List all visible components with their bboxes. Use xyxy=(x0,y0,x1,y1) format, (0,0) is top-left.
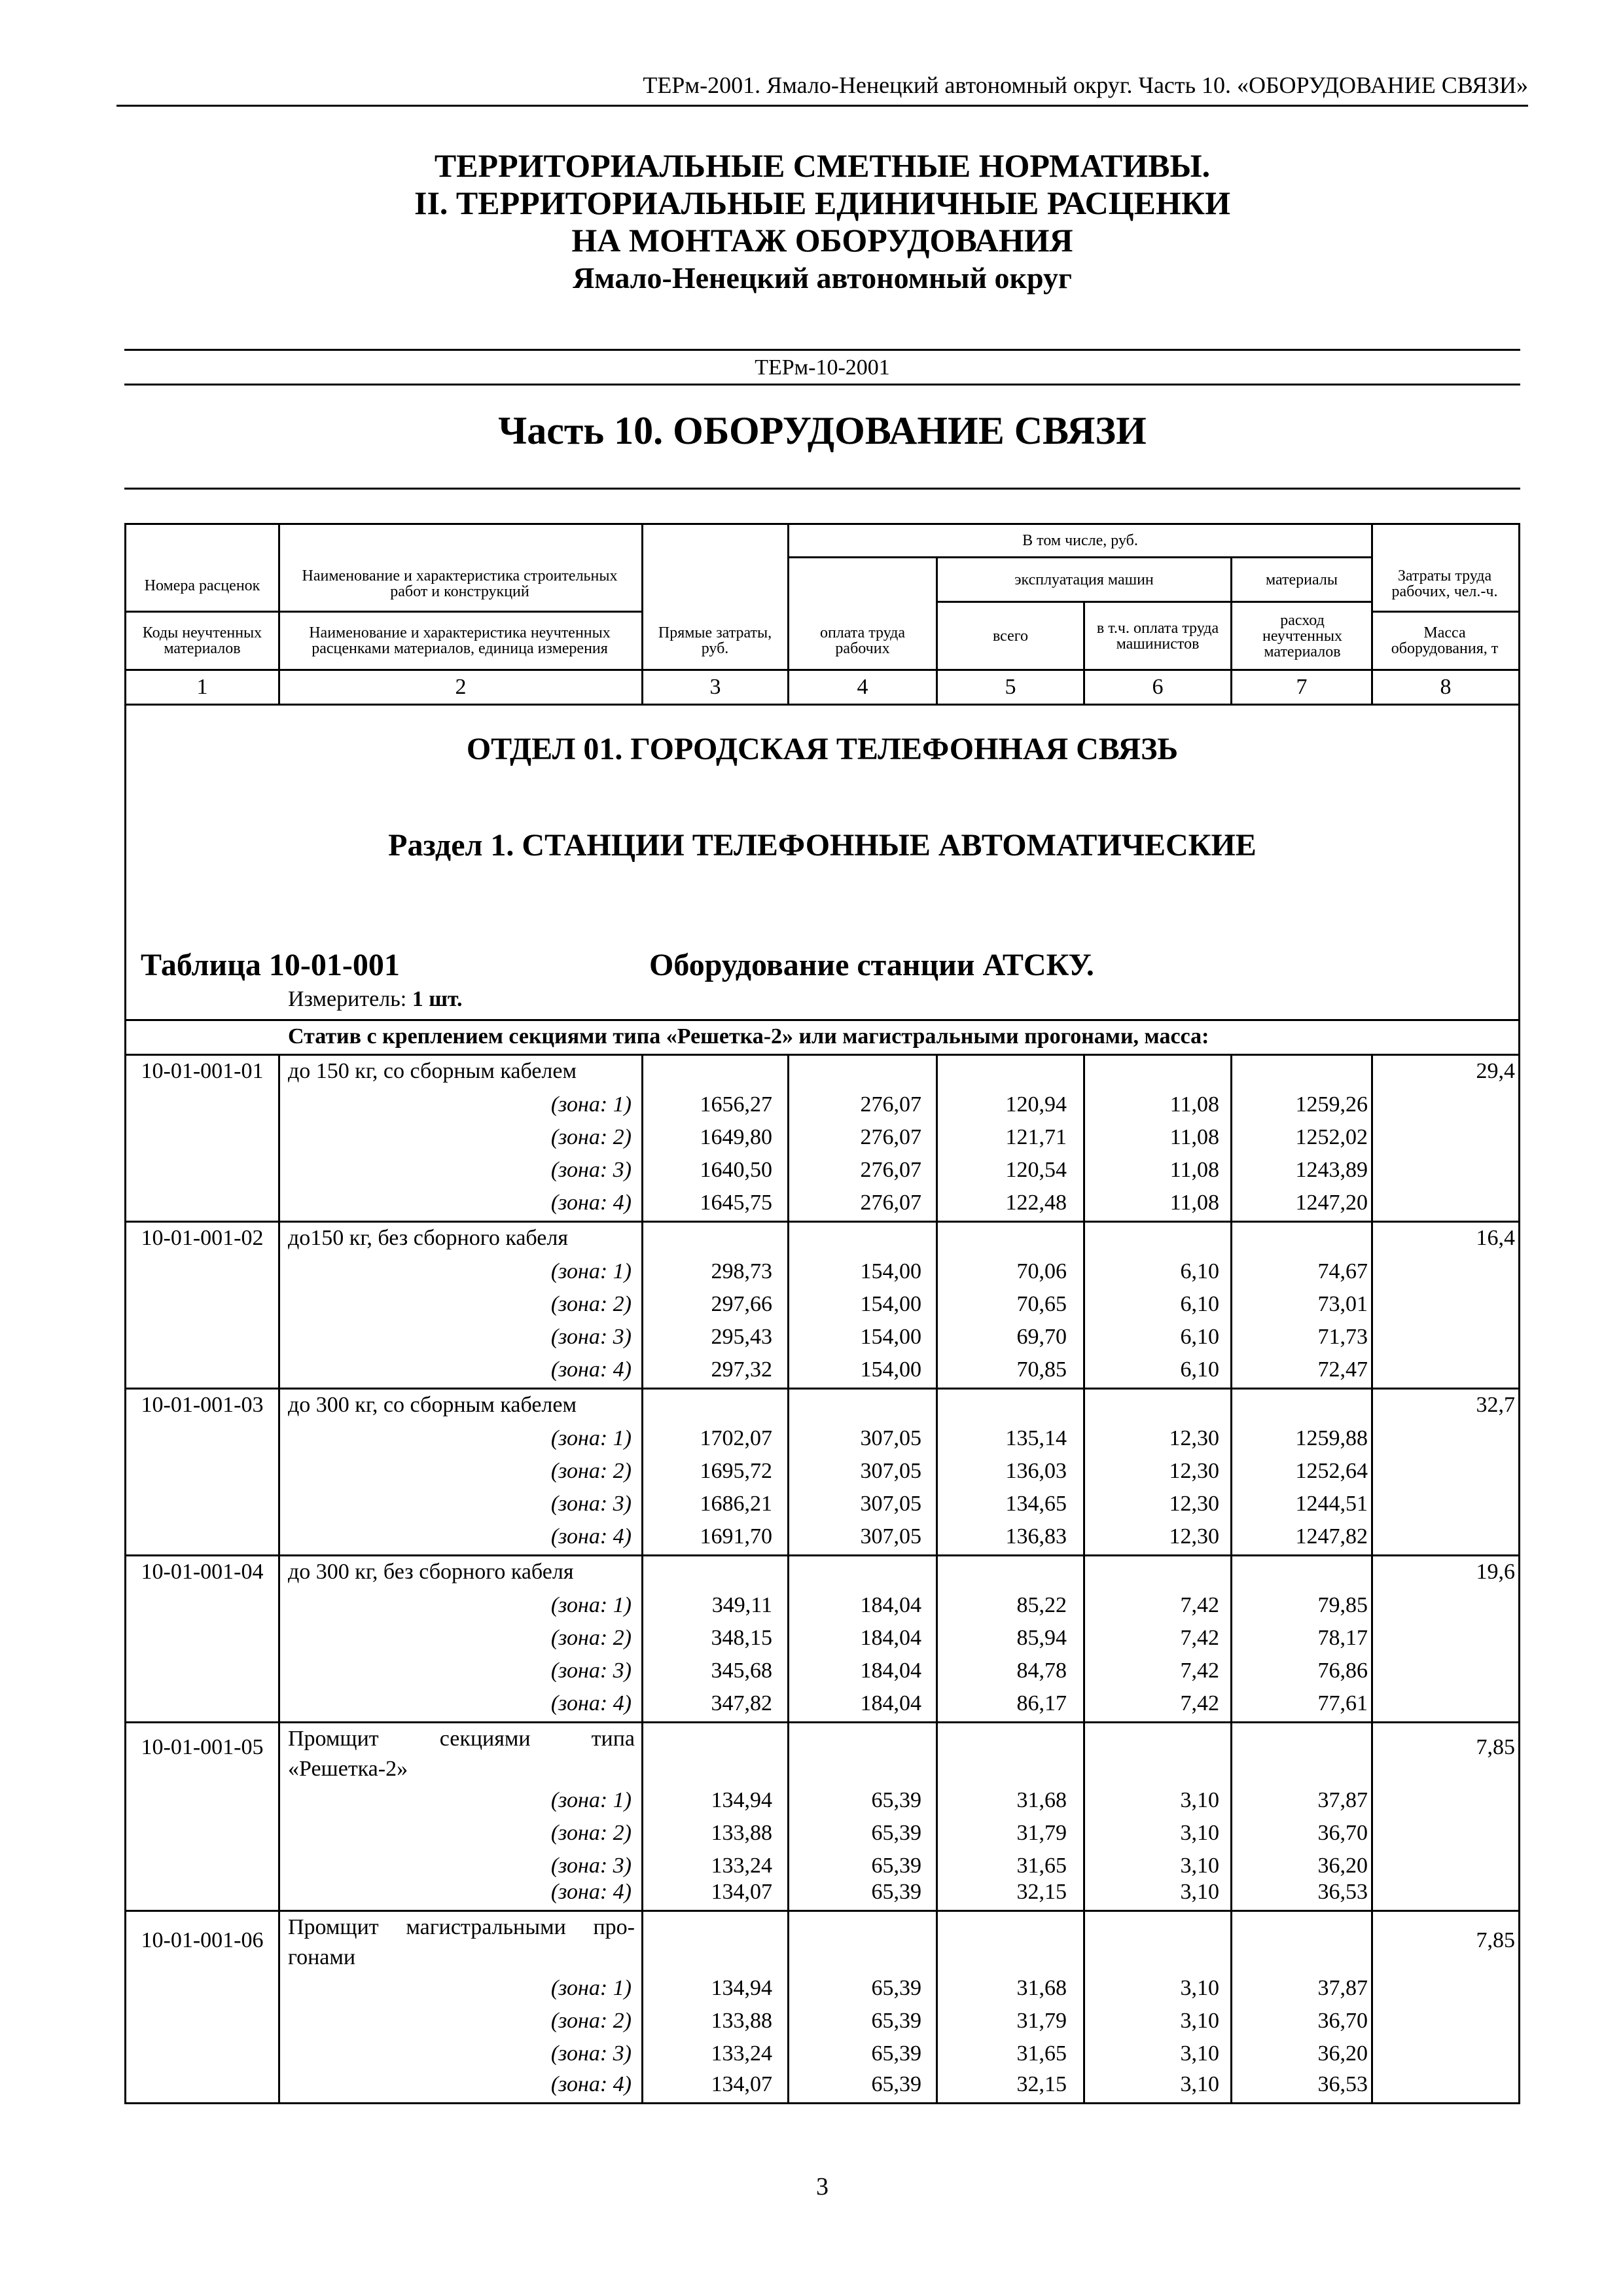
labor-pay: 307,05 xyxy=(860,1524,921,1549)
department-title: ОТДЕЛ 01. ГОРОДСКАЯ ТЕЛЕФОННАЯ СВЯЗЬ xyxy=(466,732,1179,766)
direct-costs: 1686,21 xyxy=(700,1492,772,1516)
rate-name-line: гонами xyxy=(288,1945,356,1969)
rate-code: 10-01-001-03 xyxy=(141,1393,264,1417)
direct-costs: 134,07 xyxy=(711,2072,772,2096)
machines-total: 136,03 xyxy=(1005,1459,1067,1483)
machinist-pay: 12,30 xyxy=(1169,1459,1219,1483)
header-machines: эксплуатация машин xyxy=(1014,571,1154,588)
machinist-pay: 11,08 xyxy=(1169,1158,1219,1182)
header-unaccounted-materials: расход неучтенных материалов xyxy=(1262,611,1342,660)
zone-row xyxy=(0,1088,1623,1121)
materials: 1252,02 xyxy=(1295,1125,1368,1149)
rate-mass: 7,85 xyxy=(1476,1928,1515,1952)
machines-total: 32,15 xyxy=(1016,2072,1067,2096)
rate-name: до 300 кг, без сборного кабеля xyxy=(288,1560,574,1584)
materials: 1244,51 xyxy=(1295,1492,1368,1516)
labor-pay: 65,39 xyxy=(871,1854,921,1878)
column-number: 6 xyxy=(1152,675,1164,699)
zone-label: (зона: 3) xyxy=(550,1854,632,1878)
materials: 37,87 xyxy=(1317,1976,1368,2000)
zone-row xyxy=(0,1121,1623,1154)
zone-label: (зона: 2) xyxy=(550,1125,632,1149)
zone-label: (зона: 4) xyxy=(550,1880,632,1904)
machinist-pay: 3,10 xyxy=(1180,2072,1219,2096)
zone-label: (зона: 1) xyxy=(550,1426,632,1450)
zone-row xyxy=(0,1972,1623,2005)
labor-pay: 154,00 xyxy=(860,1292,921,1316)
materials: 1243,89 xyxy=(1295,1158,1368,1182)
rate-code: 10-01-001-01 xyxy=(141,1059,264,1083)
machines-total: 70,85 xyxy=(1016,1357,1067,1382)
labor-pay: 184,04 xyxy=(860,1626,921,1650)
machines-total: 135,14 xyxy=(1005,1426,1067,1450)
zone-label: (зона: 3) xyxy=(550,1492,632,1516)
column-number: 1 xyxy=(196,675,208,699)
machines-total: 70,65 xyxy=(1016,1292,1067,1316)
grid-line xyxy=(124,2102,1520,2104)
direct-costs: 295,43 xyxy=(711,1325,772,1349)
zone-label: (зона: 1) xyxy=(550,1593,632,1617)
labor-pay: 65,39 xyxy=(871,1788,921,1812)
machinist-pay: 3,10 xyxy=(1180,1976,1219,2000)
code-rule-top xyxy=(124,349,1520,351)
page-number: 3 xyxy=(816,2173,829,2200)
column-number: 3 xyxy=(709,675,721,699)
zone-label: (зона: 2) xyxy=(550,2009,632,2033)
rate-name-line: Промщит секциями типа xyxy=(288,1727,635,1751)
zone-label: (зона: 4) xyxy=(550,1191,632,1215)
labor-pay: 65,39 xyxy=(871,2041,921,2066)
labor-pay: 276,07 xyxy=(860,1092,921,1117)
machinist-pay: 6,10 xyxy=(1180,1259,1219,1283)
direct-costs: 349,11 xyxy=(711,1593,772,1617)
labor-pay: 65,39 xyxy=(871,1880,921,1904)
labor-pay: 307,05 xyxy=(860,1492,921,1516)
labor-pay: 154,00 xyxy=(860,1357,921,1382)
labor-pay: 154,00 xyxy=(860,1325,921,1349)
zone-label: (зона: 4) xyxy=(550,1691,632,1715)
header-including: В том числе, руб. xyxy=(1022,532,1138,549)
zone-row xyxy=(0,1622,1623,1655)
rate-code: 10-01-001-06 xyxy=(141,1928,264,1952)
zone-row xyxy=(0,1154,1623,1187)
machines-total: 69,70 xyxy=(1016,1325,1067,1349)
zone-row xyxy=(0,1520,1623,1553)
zone-label: (зона: 3) xyxy=(550,1659,632,1683)
materials: 71,73 xyxy=(1317,1325,1368,1349)
zone-row xyxy=(0,1488,1623,1520)
zone-row xyxy=(0,1817,1623,1850)
labor-pay: 65,39 xyxy=(871,1976,921,2000)
zone-row xyxy=(0,1784,1623,1817)
title-region: Ямало-Ненецкий автономный округ xyxy=(573,261,1072,295)
zone-label: (зона: 4) xyxy=(550,2072,632,2096)
document-title xyxy=(116,147,1528,296)
direct-costs: 1691,70 xyxy=(700,1524,772,1549)
header-direct-costs: Прямые затраты, руб. xyxy=(658,624,772,657)
zone-row xyxy=(0,1876,1623,1909)
meter-label: Измеритель: xyxy=(288,987,407,1011)
machinist-pay: 3,10 xyxy=(1180,2041,1219,2066)
machinist-pay: 12,30 xyxy=(1169,1492,1219,1516)
materials: 77,61 xyxy=(1317,1691,1368,1715)
zone-label: (зона: 3) xyxy=(550,1158,632,1182)
materials: 72,47 xyxy=(1317,1357,1368,1382)
machines-total: 134,65 xyxy=(1005,1492,1067,1516)
rate-name-line: «Решетка-2» xyxy=(288,1757,408,1781)
rate-code: 10-01-001-05 xyxy=(141,1735,264,1759)
direct-costs: 133,24 xyxy=(711,1854,772,1878)
materials: 79,85 xyxy=(1317,1593,1368,1617)
materials: 36,70 xyxy=(1317,1821,1368,1845)
direct-costs: 1649,80 xyxy=(700,1125,772,1149)
machinist-pay: 12,30 xyxy=(1169,1426,1219,1450)
direct-costs: 1702,07 xyxy=(700,1426,772,1450)
zone-label: (зона: 4) xyxy=(550,1357,632,1382)
labor-pay: 65,39 xyxy=(871,2072,921,2096)
title-line-3: НА МОНТАЖ ОБОРУДОВАНИЯ xyxy=(571,222,1073,259)
materials: 36,20 xyxy=(1317,1854,1368,1878)
rate-mass: 7,85 xyxy=(1476,1735,1515,1759)
zone-row xyxy=(0,1589,1623,1622)
rate-mass: 16,4 xyxy=(1476,1226,1515,1250)
machines-total: 120,94 xyxy=(1005,1092,1067,1117)
materials: 1247,82 xyxy=(1295,1524,1368,1549)
labor-pay: 307,05 xyxy=(860,1459,921,1483)
header-rule xyxy=(116,105,1528,107)
zone-row xyxy=(0,1655,1623,1687)
machinist-pay: 3,10 xyxy=(1180,1880,1219,1904)
materials: 1259,88 xyxy=(1295,1426,1368,1450)
machinist-pay: 3,10 xyxy=(1180,1821,1219,1845)
machinist-pay: 3,10 xyxy=(1180,1788,1219,1812)
machines-total: 85,22 xyxy=(1016,1593,1067,1617)
direct-costs: 133,88 xyxy=(711,2009,772,2033)
title-line-1: ТЕРРИТОРИАЛЬНЫЕ СМЕТНЫЕ НОРМАТИВЫ. xyxy=(434,147,1211,184)
machines-total: 31,68 xyxy=(1016,1788,1067,1812)
header-rate-numbers: Номера расценок xyxy=(144,577,260,594)
zone-row xyxy=(0,1687,1623,1720)
zone-row xyxy=(0,2037,1623,2070)
machines-total: 84,78 xyxy=(1016,1659,1067,1683)
zone-label: (зона: 2) xyxy=(550,1821,632,1845)
materials: 1259,26 xyxy=(1295,1092,1368,1117)
direct-costs: 297,66 xyxy=(711,1292,772,1316)
direct-costs: 1640,50 xyxy=(700,1158,772,1182)
machines-total: 121,71 xyxy=(1005,1125,1067,1149)
labor-pay: 65,39 xyxy=(871,2009,921,2033)
zone-row xyxy=(0,1187,1623,1219)
unit-of-measure xyxy=(288,985,463,1014)
machines-total: 31,79 xyxy=(1016,1821,1067,1845)
direct-costs: 133,88 xyxy=(711,1821,772,1845)
direct-costs: 1695,72 xyxy=(700,1459,772,1483)
machines-total: 86,17 xyxy=(1016,1691,1067,1715)
table-label: Таблица 10-01-001 xyxy=(141,948,400,982)
zone-label: (зона: 4) xyxy=(550,1524,632,1549)
labor-pay: 184,04 xyxy=(860,1593,921,1617)
rate-code: 10-01-001-02 xyxy=(141,1226,264,1250)
materials: 1252,64 xyxy=(1295,1459,1368,1483)
direct-costs: 345,68 xyxy=(711,1659,772,1683)
header-material-codes: Коды неучтенных материалов xyxy=(142,624,262,657)
materials: 1247,20 xyxy=(1295,1191,1368,1215)
meter-value: 1 шт. xyxy=(412,987,463,1011)
header-machines-total: всего xyxy=(992,627,1029,645)
direct-costs: 134,94 xyxy=(711,1976,772,2000)
title-line-2: II. ТЕРРИТОРИАЛЬНЫЕ ЕДИНИЧНЫЕ РАСЦЕНКИ xyxy=(414,185,1230,221)
materials: 78,17 xyxy=(1317,1626,1368,1650)
labor-pay: 184,04 xyxy=(860,1659,921,1683)
zone-label: (зона: 1) xyxy=(550,1788,632,1812)
rate-name: до150 кг, без сборного кабеля xyxy=(288,1226,568,1250)
labor-pay: 276,07 xyxy=(860,1191,921,1215)
machinist-pay: 11,08 xyxy=(1169,1191,1219,1215)
direct-costs: 347,82 xyxy=(711,1691,772,1715)
direct-costs: 134,07 xyxy=(711,1880,772,1904)
machines-total: 85,94 xyxy=(1016,1626,1067,1650)
machinist-pay: 3,10 xyxy=(1180,1854,1219,1878)
zone-row xyxy=(0,1321,1623,1354)
grid-line xyxy=(124,1910,1520,1912)
rate-mass: 32,7 xyxy=(1476,1393,1515,1417)
document-code: ТЕРм-10-2001 xyxy=(755,355,890,380)
machines-total: 122,48 xyxy=(1005,1191,1067,1215)
column-number: 2 xyxy=(455,675,467,699)
grid-line xyxy=(124,1019,1520,1021)
machines-total: 70,06 xyxy=(1016,1259,1067,1283)
part-rule xyxy=(124,488,1520,490)
rate-name xyxy=(288,1912,635,1973)
machinist-pay: 11,08 xyxy=(1169,1092,1219,1117)
zone-label: (зона: 2) xyxy=(550,1292,632,1316)
labor-pay: 276,07 xyxy=(860,1158,921,1182)
header-material-name: Наименование и характеристика неучтенных расценками материалов, единица измерения xyxy=(309,624,611,657)
direct-costs: 1656,27 xyxy=(700,1092,772,1117)
machinist-pay: 7,42 xyxy=(1180,1659,1219,1683)
labor-pay: 276,07 xyxy=(860,1125,921,1149)
machines-total: 31,65 xyxy=(1016,1854,1067,1878)
labor-pay: 307,05 xyxy=(860,1426,921,1450)
zone-row xyxy=(0,1354,1623,1386)
machinist-pay: 12,30 xyxy=(1169,1524,1219,1549)
rate-mass: 29,4 xyxy=(1476,1059,1515,1083)
zone-label: (зона: 1) xyxy=(550,1259,632,1283)
machinist-pay: 6,10 xyxy=(1180,1292,1219,1316)
machinist-pay: 6,10 xyxy=(1180,1357,1219,1382)
machines-total: 31,68 xyxy=(1016,1976,1067,2000)
zone-label: (зона: 1) xyxy=(550,1092,632,1117)
zone-label: (зона: 3) xyxy=(550,2041,632,2066)
labor-pay: 154,00 xyxy=(860,1259,921,1283)
section-title: Раздел 1. СТАНЦИИ ТЕЛЕФОННЫЕ АВТОМАТИЧЕСКИЕ xyxy=(388,828,1257,863)
header-labor-costs: Затраты труда рабочих, чел.-ч. xyxy=(1391,567,1498,600)
grid-line xyxy=(124,1721,1520,1723)
header-machinist-pay: в т.ч. оплата труда машинистов xyxy=(1096,619,1219,653)
rate-name xyxy=(288,1724,635,1784)
part-title: Часть 10. ОБОРУДОВАНИЕ СВЯЗИ xyxy=(498,409,1147,452)
machinist-pay: 3,10 xyxy=(1180,2009,1219,2033)
materials: 36,53 xyxy=(1317,2072,1368,2096)
machines-total: 120,54 xyxy=(1005,1158,1067,1182)
direct-costs: 133,24 xyxy=(711,2041,772,2066)
rate-mass: 19,6 xyxy=(1476,1560,1515,1584)
zone-row xyxy=(0,2068,1623,2101)
zone-row xyxy=(0,1422,1623,1455)
zone-row xyxy=(0,1455,1623,1488)
column-number: 7 xyxy=(1296,675,1308,699)
zone-label: (зона: 1) xyxy=(550,1976,632,2000)
zone-row xyxy=(0,1288,1623,1321)
zone-label: (зона: 2) xyxy=(550,1459,632,1483)
table-name: Оборудование станции АТСКУ. xyxy=(649,948,1094,982)
machines-total: 32,15 xyxy=(1016,1880,1067,1904)
materials: 36,20 xyxy=(1317,2041,1368,2066)
zone-label: (зона: 3) xyxy=(550,1325,632,1349)
materials: 36,70 xyxy=(1317,2009,1368,2033)
machinist-pay: 7,42 xyxy=(1180,1691,1219,1715)
header-materials: материалы xyxy=(1265,571,1338,588)
machinist-pay: 7,42 xyxy=(1180,1626,1219,1650)
machines-total: 31,65 xyxy=(1016,2041,1067,2066)
grid-line xyxy=(124,704,1520,706)
materials: 37,87 xyxy=(1317,1788,1368,1812)
column-number: 5 xyxy=(1005,675,1016,699)
running-header: ТЕРм-2001. Ямало-Ненецкий автономный округ. Часть 10. «ОБОРУДОВАНИЕ СВЯЗИ» xyxy=(643,72,1528,98)
machinist-pay: 6,10 xyxy=(1180,1325,1219,1349)
direct-costs: 298,73 xyxy=(711,1259,772,1283)
zone-row xyxy=(0,2005,1623,2037)
machinist-pay: 7,42 xyxy=(1180,1593,1219,1617)
rate-name-line: Промщит магистральными про- xyxy=(288,1915,635,1939)
machines-total: 136,83 xyxy=(1005,1524,1067,1549)
header-labor-pay: оплата труда рабочих xyxy=(819,624,906,657)
direct-costs: 134,94 xyxy=(711,1788,772,1812)
zone-row xyxy=(0,1255,1623,1288)
zone-label: (зона: 2) xyxy=(550,1626,632,1650)
rate-name: до 300 кг, со сборным кабелем xyxy=(288,1393,577,1417)
labor-pay: 184,04 xyxy=(860,1691,921,1715)
materials: 73,01 xyxy=(1317,1292,1368,1316)
rate-name: до 150 кг, со сборным кабелем xyxy=(288,1059,577,1083)
column-number: 4 xyxy=(857,675,868,699)
labor-pay: 65,39 xyxy=(871,1821,921,1845)
direct-costs: 348,15 xyxy=(711,1626,772,1650)
code-rule-bottom xyxy=(124,384,1520,386)
materials: 74,67 xyxy=(1317,1259,1368,1283)
machinist-pay: 11,08 xyxy=(1169,1125,1219,1149)
direct-costs: 297,32 xyxy=(711,1357,772,1382)
header-equipment-mass: Масса оборудования, т xyxy=(1391,624,1499,657)
column-number: 8 xyxy=(1440,675,1452,699)
rate-code: 10-01-001-04 xyxy=(141,1560,264,1584)
materials: 76,86 xyxy=(1317,1659,1368,1683)
group-heading: Статив с креплением секциями типа «Решетка-2» или магистральными прогонами, масса: xyxy=(288,1024,1209,1049)
materials: 36,53 xyxy=(1317,1880,1368,1904)
direct-costs: 1645,75 xyxy=(700,1191,772,1215)
header-work-name: Наименование и характеристика строительных работ и конструкций xyxy=(302,567,618,600)
machines-total: 31,79 xyxy=(1016,2009,1067,2033)
